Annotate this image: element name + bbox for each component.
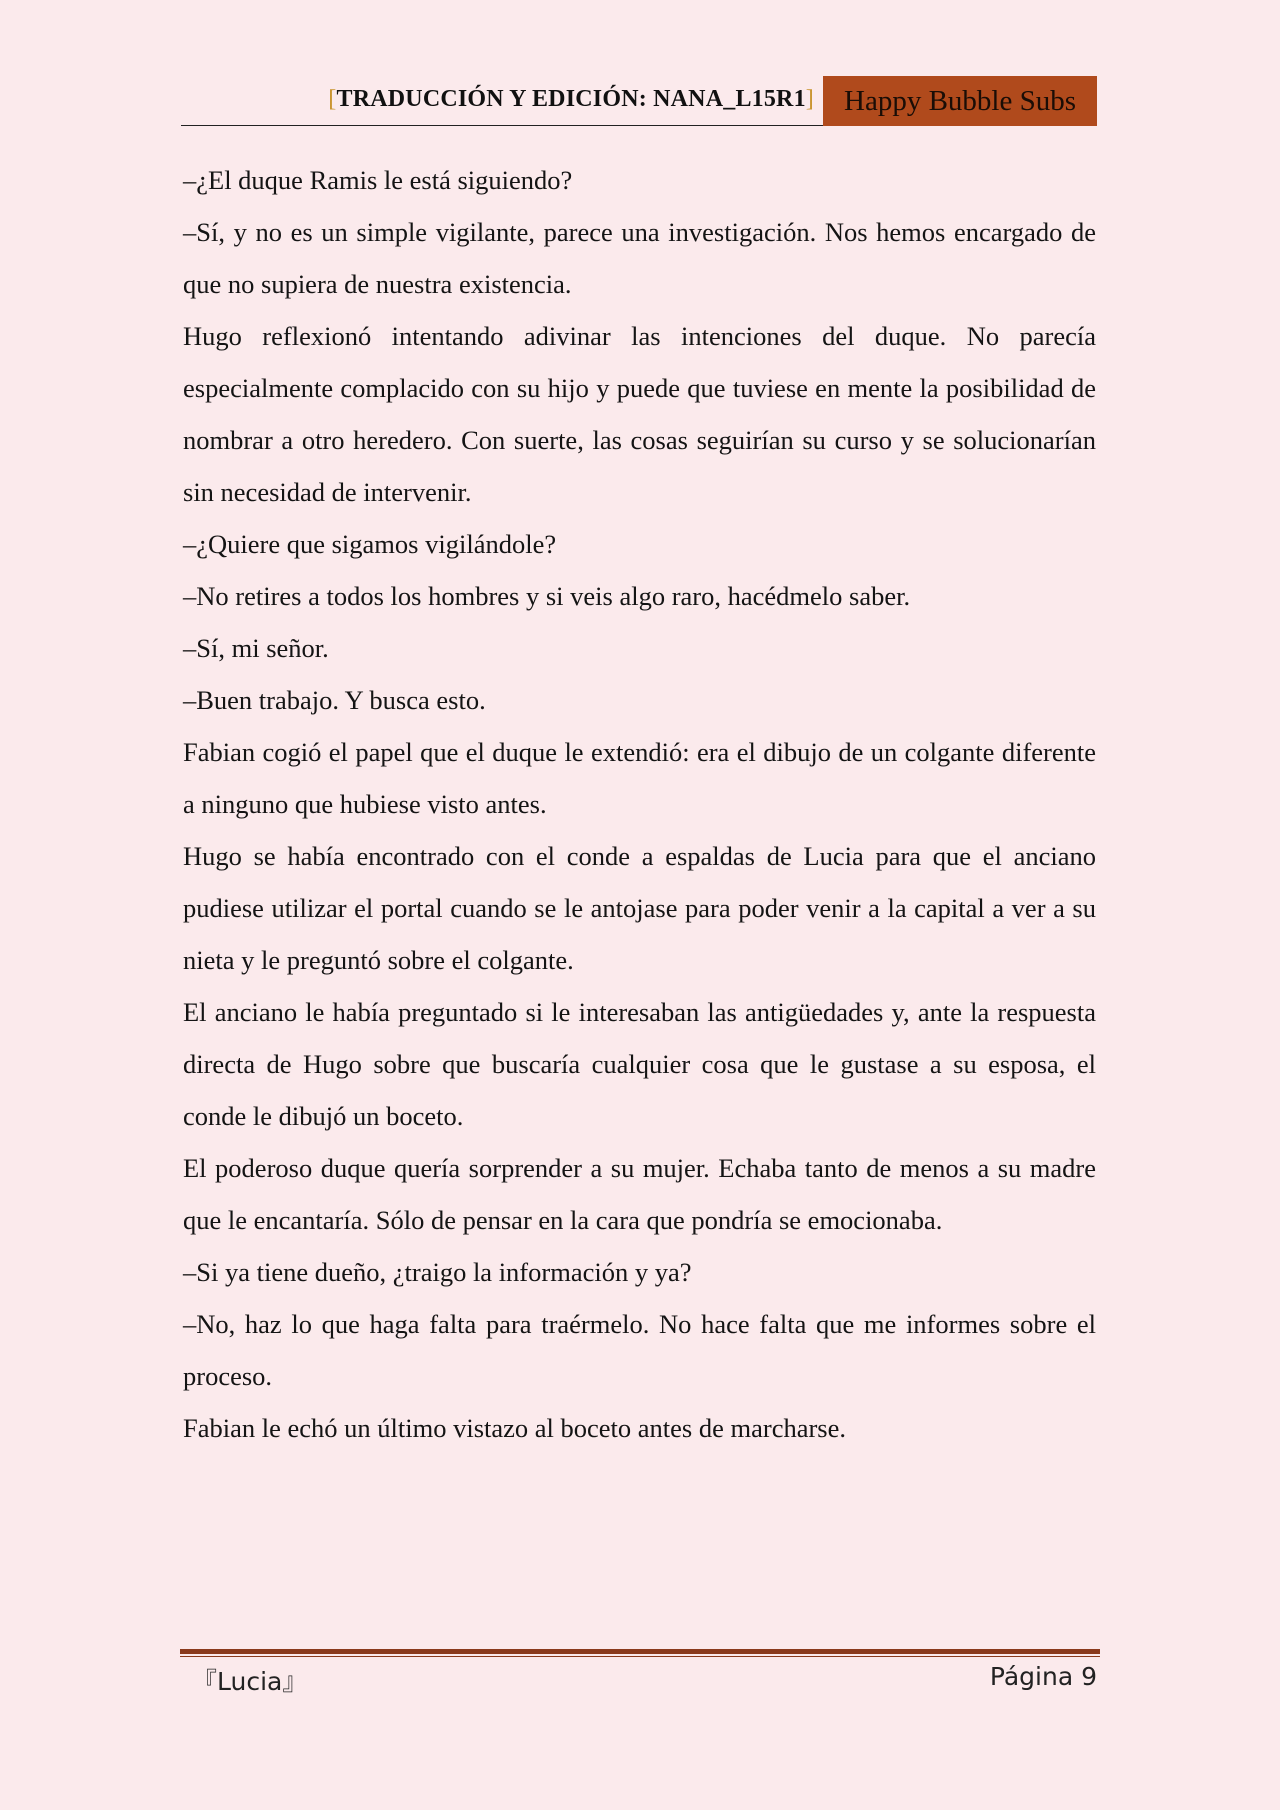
paragraph: –No, haz lo que haga falta para traérmelo. No hace falta que me informes sobre el proceso.: [183, 1309, 1096, 1391]
footer-page-number: Página 9: [989, 1662, 1097, 1691]
footer-divider-thin: [180, 1656, 1100, 1657]
paragraph: El poderoso duque quería sorprender a su mujer. Echaba tanto de menos a su madre que le encantaría. Sólo de pensar en la cara que pondría se emocionaba.: [183, 1153, 1096, 1235]
paragraph: Hugo reflexionó intentando adivinar las intenciones del duque. No parecía especialmente complacido con su hijo y puede que tuviese en mente la posibilidad de nombrar a otro heredero. Con suerte, las cosas seguirían su curso y se solucionarían sin necesidad de intervenir.: [183, 321, 1096, 507]
paragraph: –No retires a todos los hombres y si veis algo raro, hacédmelo saber.: [183, 581, 911, 611]
header-badge: Happy Bubble Subs: [823, 76, 1097, 126]
paragraph: Fabian cogió el papel que el duque le extendió: era el dibujo de un colgante diferente a ninguno que hubiese visto antes.: [183, 737, 1096, 819]
header-title: [328, 86, 814, 113]
paragraph: Fabian le echó un último vistazo al boceto antes de marcharse.: [183, 1413, 847, 1443]
header-title-text: TRADUCCIÓN Y EDICIÓN: NANA_L15R1: [336, 86, 806, 112]
footer-book-title: 『Lucia』: [192, 1667, 308, 1696]
footer-divider-thick: [180, 1649, 1100, 1654]
header-bracket-close: ]: [805, 86, 814, 112]
paragraph: Hugo se había encontrado con el conde a espaldas de Lucia para que el anciano pudiese utilizar el portal cuando se le antojase para poder venir a la capital a ver a su nieta y le preguntó sobre el colgante.: [183, 841, 1096, 975]
paragraph: –Si ya tiene dueño, ¿traigo la información y ya?: [183, 1257, 692, 1287]
paragraph: –¿El duque Ramis le está siguiendo?: [183, 165, 573, 195]
page-body: [183, 154, 1096, 1454]
paragraph: –Buen trabajo. Y busca esto.: [183, 685, 486, 715]
paragraph: –Sí, mi señor.: [183, 633, 329, 663]
paragraph: –¿Quiere que sigamos vigilándole?: [183, 529, 557, 559]
paragraph: El anciano le había preguntado si le interesaban las antigüedades y, ante la respuesta directa de Hugo sobre que buscaría cualquier cosa que le gustase a su esposa, el conde le dibujó un boceto.: [183, 997, 1096, 1131]
header-divider: [181, 125, 823, 126]
page-header: [181, 76, 1097, 126]
paragraph: –Sí, y no es un simple vigilante, parece una investigación. Nos hemos encargado de que no supiera de nuestra existencia.: [183, 217, 1096, 299]
header-bracket-open: [: [328, 86, 337, 112]
